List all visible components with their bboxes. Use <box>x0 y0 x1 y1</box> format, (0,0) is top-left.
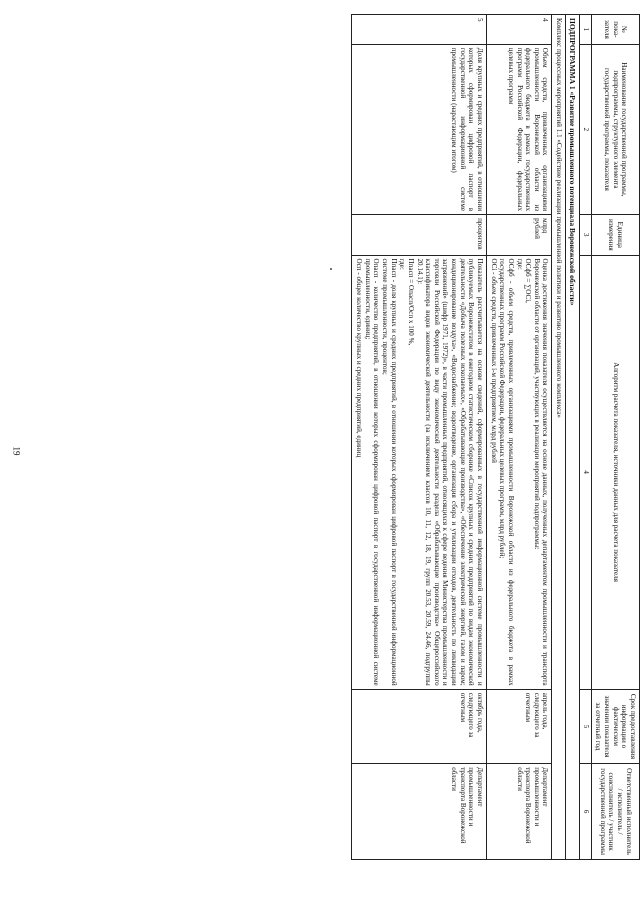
col-number: 1 <box>580 15 592 45</box>
header-responsible: Ответственный исполнитель / исполнитель / соисполнитель / участник государственной программы <box>591 764 639 860</box>
table-row <box>352 15 487 860</box>
col-number: 3 <box>580 215 592 255</box>
indicator-algorithm: Оценка достижения значения показателя осуществляется на основе данных, полученных департаментом промышленности и транспорта Воронежской области от организаций, участвующих в реализации мероприятий подпрограммы: ОСфб = ∑ОСi, где: ОСфб - объем средств, привлеченных организациями промышленности Воронежской области из федерального бюджета в рамках государственных программ Российской Федерации, федеральных целевых программ, млрд рублей; ОСi - объем средств, привлеченных i-м предприятием, млрд рублей <box>487 255 552 689</box>
indicator-name: Доля крупных и средних предприятий, в отношении которых сформирован цифровой паспорт в государственной информационной системе промышленности (нарастающим итогом) <box>352 44 487 214</box>
header-algorithm: Алгоритм расчета показателя, источники данных для расчета показателя <box>591 255 639 689</box>
indicator-deadline: апрель года, следующего за отчетным <box>487 689 552 763</box>
header-unit: Единица измерения <box>591 215 639 255</box>
header-deadline: Срок предоставления информации о фактическом значении показателя за отчетный год <box>591 689 639 763</box>
col-number: 2 <box>580 44 592 214</box>
indicators-table <box>351 14 640 860</box>
row-number: 5 <box>352 15 487 45</box>
col-number: 4 <box>580 255 592 689</box>
column-numbers-row <box>580 15 592 860</box>
col-number: 6 <box>580 764 592 860</box>
indicator-unit: процентов <box>352 215 487 255</box>
indicator-algorithm: Показатель рассчитывается на основе сведений, сформированных в государственной информационной системе промышленности и публикуемых Воронежстатом в ежегодном статистическом сборнике «Список крупных и средних предприятий по видам экономической деятельности «Добыча полезных ископаемых», «Обрабатывающие производства», «Обеспечение электрической энергией, газом и паром; кондиционирование воздуха», «Водоснабжение; водоотведение, организация сбора и утилизации отходов, деятельность по ликвидации загрязнений» (шифр 1971, 1972)», в части промышленных предприятий, относящихся к сфере ведения Министерства промышленности и торговли Российской Федерации по виду экономической деятельности раздела «Обрабатывающие производства» Общероссийского классификатора видов экономической деятельности (за исключением классов 10, 11, 12, 18, 19, групп 20.53, 20.59, 24.46, подгруппы 20.14.1): Ппасп = Опасп/Осп х 100 %, где: Ппасп - доля крупных и средних предприятий, в отношении которых сформирован цифровой паспорт в государственной информационной системе промышленности, процентов; Опасп - количество предприятий, в отношении которых сформирован цифровой паспорт в государственной информационной системе промышленности, единиц; Осп - общее количество крупных и средних предприятий, единиц <box>352 255 487 689</box>
complex-row <box>552 15 566 860</box>
table-row <box>487 15 552 860</box>
row-number: 4 <box>487 15 552 45</box>
complex-title: Комплекс процессных мероприятий 1.1 «Содействие реализации промышленной политики и развитию промышленного комплекса» <box>552 15 566 860</box>
indicator-deadline: октябрь года, следующего за отчетным <box>352 689 487 763</box>
indicator-name: Объем средств, привлеченных организациями промышленности Воронежской области из федерального бюджета в рамках государственных программ Российской Федерации, федеральных целевых программ <box>487 44 552 214</box>
header-row <box>591 15 639 860</box>
subprogram-row <box>566 15 580 860</box>
page-number: 19 <box>11 446 22 456</box>
indicator-unit: млрд рублей <box>487 215 552 255</box>
indicator-responsible: Департамент промышленности и транспорта Воронежской области <box>352 764 487 860</box>
subprogram-title: ПОДПРОГРАММА 1 «Развитие промышленного потенциала Воронежской области» <box>566 15 580 860</box>
indicator-responsible: Департамент промышленности и транспорта Воронежской области <box>487 764 552 860</box>
rotated-document <box>62 14 640 860</box>
header-indicator-no: № пока-зателя <box>591 15 639 45</box>
col-number: 5 <box>580 689 592 763</box>
header-name: Наименование государственной программы, подпрограммы, структурного элемента государственной программы, показателя <box>591 44 639 214</box>
